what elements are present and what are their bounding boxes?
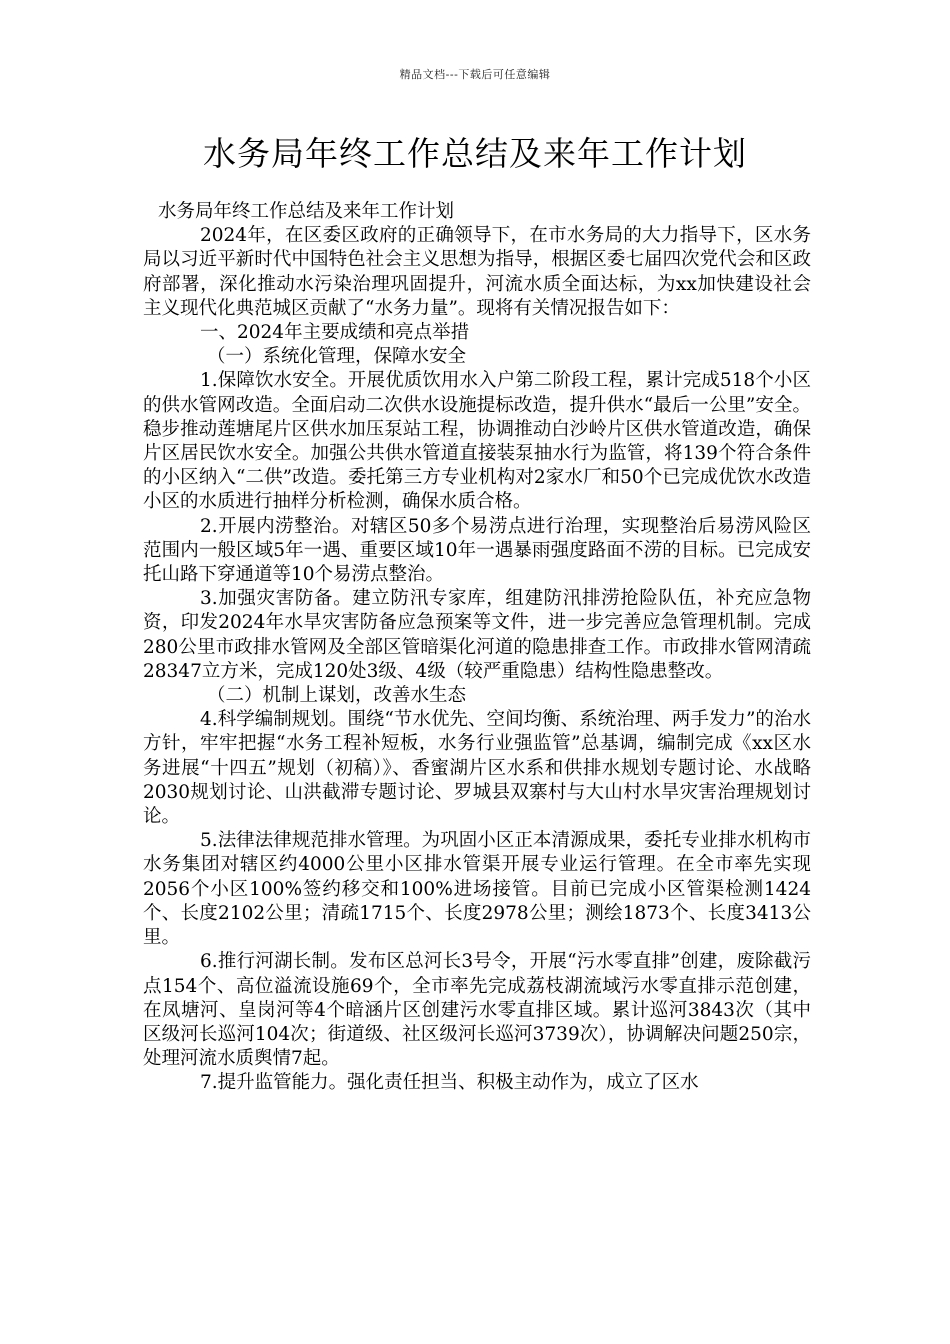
paragraph-item-5: 5.法律法律规范排水管理。为巩固小区正本清源成果，委托专业排水机构市水务集团对辖区约4000公里小区排水管渠开展专业运行管理。在全市率先实现2056个小区100%签约移交和100%进场接管。目前已完成小区管渠检测1424个、长度2102公里；清疏1715个、长度2978公里；测绘1873个、长度3413公里。 [143,830,811,949]
subsection-heading-1: （一）系统化管理，保障水安全 [207,346,467,368]
paragraph-item-2: 2.开展内涝整治。对辖区50多个易涝点进行治理，实现整治后易涝风险区范围内一般区域5年一遇、重要区域10年一遇暴雨强度路面不涝的目标。已完成安托山路下穿通道等10个易涝点整治。 [143,515,811,586]
document-title: 水务局年终工作总结及来年工作计划 [203,134,747,173]
paragraph-item-6: 6.推行河湖长制。发布区总河长3号令，开展“污水零直排”创建，废除截污点154个、高位溢流设施69个，全市率先完成荔枝湖流域污水零直排示范创建，在凤塘河、皇岗河等4个暗涵片区创建污水零直排区域。累计巡河3843次（其中区级河长巡河104次；街道级、社区级河长巡河3739次），协调解决问题250宗，处理河流水质舆情7起。 [143,951,811,1070]
paragraph-item-4: 4.科学编制规划。围绕“节水优先、空间均衡、系统治理、两手发力”的治水方针，牢牢把握“水务工程补短板，水务行业强监管”总基调，编制完成《xx区水务进展“十四五”规划（初稿）》、香蜜湖片区水系和供排水规划专题讨论、水战略2030规划讨论、山洪截滞专题讨论、罗城县双寨村与大山村水旱灾害治理规划讨论。 [143,709,811,828]
paragraph-item-7: 7.提升监管能力。强化责任担当、积极主动作为，成立了区水 [200,1072,699,1094]
subsection-heading-2: （二）机制上谋划，改善水生态 [207,685,467,707]
paragraph-intro: 2024年，在区委区政府的正确领导下，在市水务局的大力指导下，区水务局以习近平新时代中国特色社会主义思想为指导，根据区委七届四次党代会和区政府部署，深化推动水污染治理巩固提升，河流水质全面达标，为xx加快建设社会主义现代化典范城区贡献了“水务力量”。现将有关情况报告如下： [143,225,811,319]
paragraph-item-3: 3.加强灾害防备。建立防汛专家库，组建防汛排涝抢险队伍，补充应急物资，印发2024年水旱灾害防备应急预案等文件，进一步完善应急管理机制。完成280公里市政排水管网及全部区管暗渠化河道的隐患排查工作。市政排水管网清疏28347立方米，完成120处3级、4级（较严重隐患）结构性隐患整改。 [143,588,811,682]
section-heading-1: 一、2024年主要成绩和亮点举措 [200,322,470,344]
document-body [143,200,811,1096]
header-note: 精品文档---下载后可任意编辑 [399,68,551,81]
paragraph-subtitle: 水务局年终工作总结及来年工作计划 [158,201,455,222]
paragraph-item-1: 1.保障饮水安全。开展优质饮用水入户第二阶段工程，累计完成518个小区的供水管网改造。全面启动二次供水设施提标改造，提升供水“最后一公里”安全。稳步推动莲塘尾片区供水加压泵站工程，协调推动白沙岭片区供水管道改造，确保片区居民饮水安全。加强公共供水管道直接装泵抽水行为监管，将139个符合条件的小区纳入“二供”改造。委托第三方专业机构对2家水厂和50个已完成优饮水改造小区的水质进行抽样分析检测，确保水质合格。 [143,370,811,513]
